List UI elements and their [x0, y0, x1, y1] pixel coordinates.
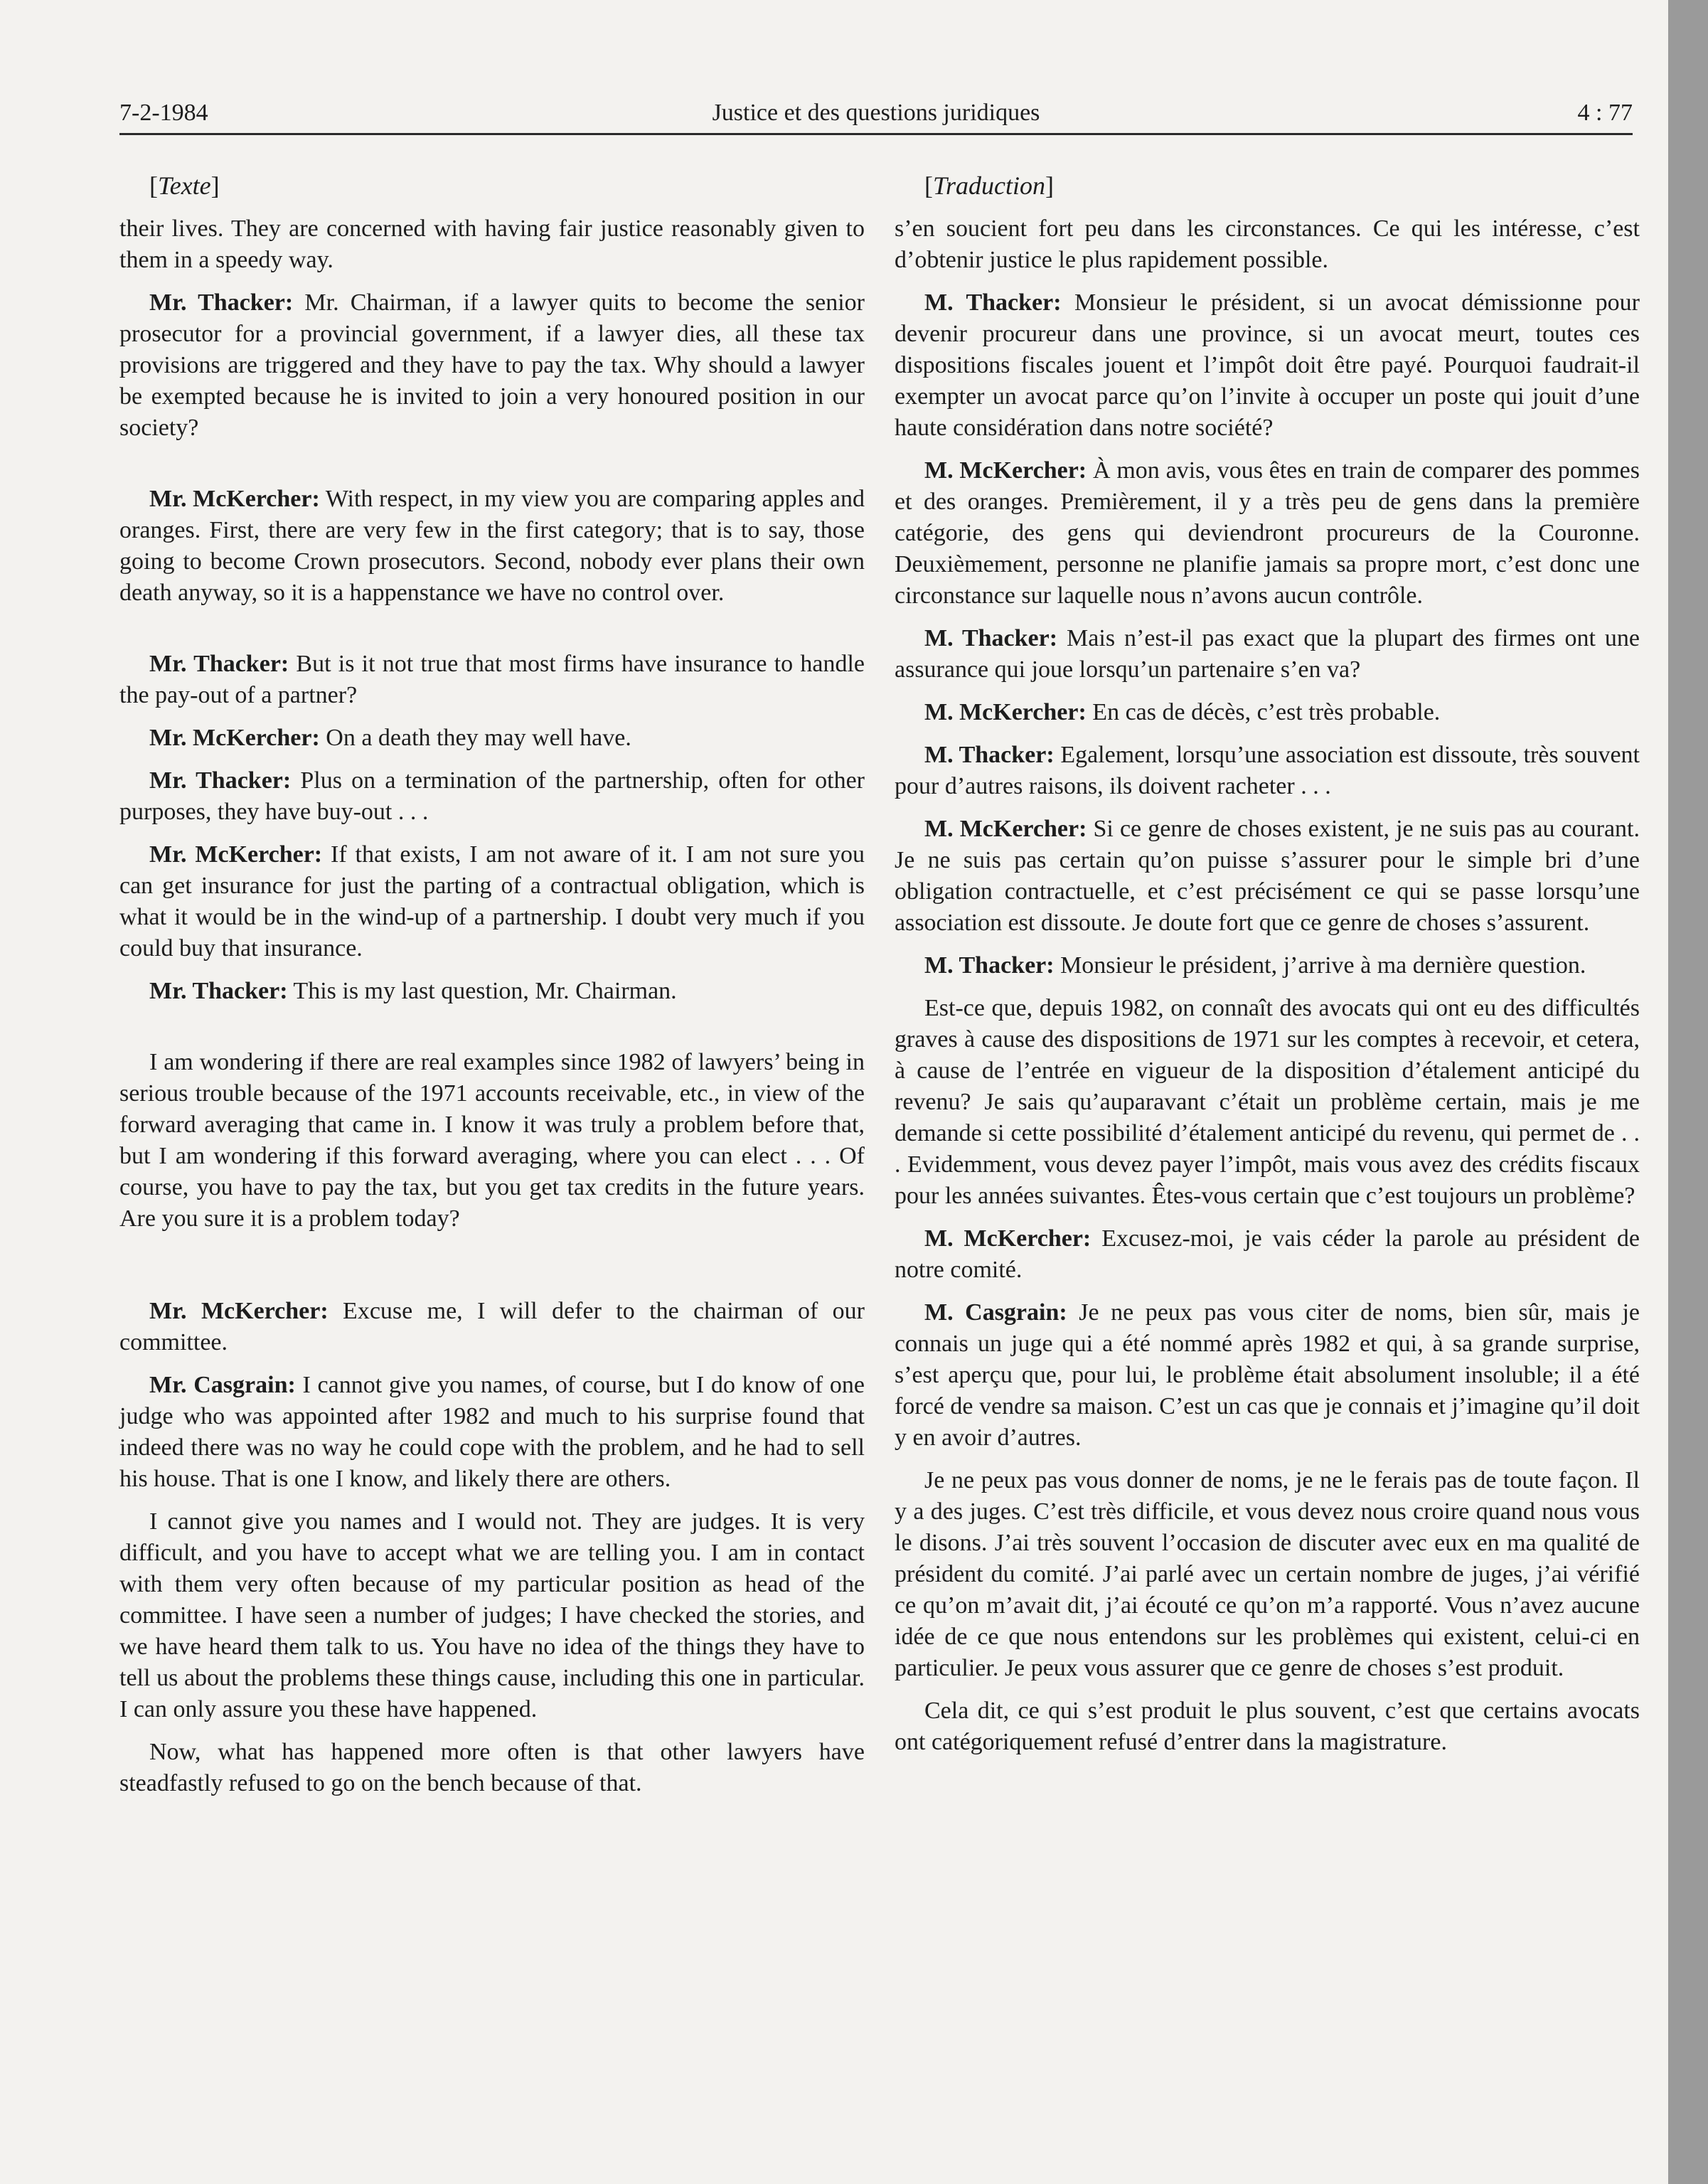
paragraph: [119, 649, 865, 711]
paragraph-text: This is my last question, Mr. Chairman.: [287, 978, 677, 1004]
paragraph: [119, 976, 865, 1007]
paragraph: [895, 1695, 1640, 1758]
speaker-name: M. Thacker:: [924, 289, 1062, 316]
right-column-french: [895, 169, 1640, 1769]
speaker-name: M. McKercher:: [924, 457, 1087, 484]
paragraph: [119, 287, 865, 444]
paragraph-text: I am wondering if there are real examples since 1982 of lawyers’ being in serious trouble because of the 1971 accounts receivable, etc., in view of the forward averaging that came in. I know it was truly a problem before that, but I am wondering if this forward averaging, where you can elect . . . Of course, you have to pay the tax, but you get tax credits in the future years. Are you sure it is a problem today?: [119, 1049, 865, 1232]
paragraph-text: Est-ce que, depuis 1982, on connaît des avocats qui ont eu des difficultés graves à cause des dispositions de 1971 sur les comptes à recevoir, et cetera, à cause de l’entrée en vigueur de la disposition d’étalement anticipé du revenu? Je sais qu’auparavant c’était un problème certain, mais je me demande si cette possibilité d’étalement anticipé du revenu, qui permet de . . . Evidemment, vous devez payer l’impôt, mais vous avez des crédits fiscaux pour les années suivantes. Êtes-vous certain que c’est toujours un problème?: [895, 995, 1640, 1209]
speaker-name: Mr. Casgrain:: [149, 1372, 296, 1398]
paragraph-text: Now, what has happened more often is that other lawyers have steadfastly refused to go on the bench because of that.: [119, 1739, 865, 1796]
speaker-name: Mr. Thacker:: [149, 651, 289, 677]
paragraph: [895, 950, 1640, 981]
paragraph-text: Monsieur le président, j’arrive à ma dernière question.: [1054, 952, 1586, 979]
section-tag-traduction: [Traduction]: [924, 171, 1055, 200]
paragraph: [119, 839, 865, 964]
paragraph: [119, 1047, 865, 1235]
header-page-number: 4 : 77: [1577, 100, 1633, 126]
speaker-name: Mr. McKercher:: [149, 486, 320, 512]
speaker-name: Mr. McKercher:: [149, 725, 320, 751]
speaker-name: M. McKercher:: [924, 699, 1087, 725]
paragraph-text: But is it not true that most firms have insurance to handle the pay-out of a partner?: [119, 651, 865, 708]
paragraph: [895, 697, 1640, 728]
paragraph: [119, 1737, 865, 1799]
page-header: [119, 94, 1633, 132]
header-rule: [119, 133, 1633, 135]
paragraph: [895, 1465, 1640, 1684]
speaker-name: M. Thacker:: [924, 625, 1058, 651]
speaker-name: M. McKercher:: [924, 816, 1087, 842]
paragraph: [895, 1297, 1640, 1454]
paragraph-text: I cannot give you names and I would not. They are judges. It is very difficult, and you have to accept what we are telling you. I am in contact with them very often because of my particular position as head of the committee. I have seen a number of judges; I have checked the stories, and we have heard them talk to us. You have no idea of the things they have to tell us about the problems these things cause, including this one in particular. I can only assure you these have happened.: [119, 1508, 865, 1722]
paragraph-text: Cela dit, ce qui s’est produit le plus souvent, c’est que certains avocats ont catégoriquement refusé d’entrer dans la magistrature.: [895, 1698, 1640, 1755]
paragraph-text: Monsieur le président, si un avocat démissionne pour devenir procureur dans une province, si un avocat meurt, toutes ces dispositions fiscales jouent et l’impôt doit être payé. Pourquoi faudrait-il exempter un avocat parce qu’on l’invite à occuper un poste qui jouit d’une haute considération dans notre société?: [895, 289, 1640, 441]
paragraph: [119, 765, 865, 828]
paragraph-text: s’en soucient fort peu dans les circonstances. Ce qui les intéresse, c’est d’obtenir justice le plus rapidement possible.: [895, 215, 1640, 273]
section-tag-texte: [Texte]: [149, 171, 220, 200]
paragraph: [895, 623, 1640, 686]
speaker-name: M. Thacker:: [924, 952, 1055, 979]
speaker-name: Mr. Thacker:: [149, 289, 294, 316]
header-title: Justice et des questions juridiques: [712, 100, 1040, 126]
paragraph: [895, 740, 1640, 802]
paragraph-text: Egalement, lorsqu’une association est dissoute, très souvent pour d’autres raisons, ils doivent racheter . . .: [895, 742, 1640, 799]
header-date: 7-2-1984: [119, 100, 208, 126]
paragraph-text: On a death they may well have.: [319, 725, 631, 751]
paragraph-text: Mr. Chairman, if a lawyer quits to become the senior prosecutor for a provincial government, if a lawyer dies, all these tax provisions are triggered and they have to pay the tax. Why should a lawyer be exempted because he is invited to join a very honoured position in our society?: [119, 289, 865, 441]
speaker-name: M. Casgrain:: [924, 1299, 1067, 1326]
left-column-english: [119, 169, 865, 1811]
paragraph-text: En cas de décès, c’est très probable.: [1086, 699, 1441, 725]
paragraph-text: Je ne peux pas vous donner de noms, je ne le ferais pas de toute façon. Il y a des juges. C’est très difficile, et vous devez nous croire quand nous vous le disons. J’ai très souvent l’occasion de discuter avec eux en ma qualité de président du comité. J’ai parlé avec un certain nombre de juges, j’ai vérifié ce qu’on m’avait dit, j’ai écouté ce qu’on m’a rapporté. Vous n’avez aucune idée de ce que nous entendons sur les problèmes qui existent, celui-ci en particulier. Je peux vous assurer que ce genre de choses s’est produit.: [895, 1467, 1640, 1681]
paragraph-text: If that exists, I am not aware of it. I am not sure you can get insurance for just the parting of a contractual obligation, which is what it would be in the wind-up of a partnership. I doubt very much if you could buy that insurance.: [119, 841, 865, 962]
paragraph: [119, 723, 865, 754]
paragraph-text: Excuse me, I will defer to the chairman of our committee.: [119, 1298, 865, 1355]
section-tag-label: Traduction: [933, 171, 1046, 200]
paragraph: [895, 1223, 1640, 1286]
paragraph: [895, 814, 1640, 939]
paragraph: [119, 213, 865, 276]
paragraph: [119, 1370, 865, 1495]
paragraph: [895, 455, 1640, 612]
paragraph-text: Plus on a termination of the partnership, often for other purposes, they have buy-out . . .: [119, 767, 865, 825]
paragraph-text: their lives. They are concerned with having fair justice reasonably given to them in a speedy way.: [119, 215, 865, 273]
speaker-name: M. Thacker:: [924, 742, 1055, 768]
page-edge-shadow: [1668, 0, 1708, 2184]
paragraph-text: Mais n’est-il pas exact que la plupart des firmes ont une assurance qui joue lorsqu’un partenaire s’en va?: [895, 625, 1640, 683]
paragraph: [119, 484, 865, 609]
paragraph-text: Excusez-moi, je vais céder la parole au président de notre comité.: [895, 1225, 1640, 1283]
speaker-name: Mr. Thacker:: [149, 767, 292, 794]
paragraph: [119, 1296, 865, 1358]
paragraph: [895, 287, 1640, 444]
paragraph-text: À mon avis, vous êtes en train de comparer des pommes et des oranges. Premièrement, il y a très peu de gens dans la première catégorie, des gens qui deviendront procureurs de la Couronne. Deuxièmement, personne ne planifie jamais sa propre mort, c’est donc une circonstance sur laquelle nous n’avons aucun contrôle.: [895, 457, 1640, 609]
paragraph-text: I cannot give you names, of course, but I do know of one judge who was appointed after 1982 and much to his surprise found that indeed there was no way he could cope with the problem, and he had to sell his house. That is one I know, and likely there are others.: [119, 1372, 865, 1492]
paragraph-text: With respect, in my view you are comparing apples and oranges. First, there are very few in the first category; that is to say, those going to become Crown prosecutors. Second, nobody ever plans their own death anyway, so it is a happenstance we have no control over.: [119, 486, 865, 606]
paragraph: [119, 1506, 865, 1725]
speaker-name: Mr. McKercher:: [149, 1298, 329, 1324]
speaker-name: Mr. McKercher:: [149, 841, 323, 868]
speaker-name: Mr. Thacker:: [149, 978, 288, 1004]
section-tag-label: Texte: [158, 171, 211, 200]
paragraph-text: Si ce genre de choses existent, je ne suis pas au courant. Je ne suis pas certain qu’on puisse s’assurer pour le simple bri d’une obligation contractuelle, et c’est précisément ce qui se passe lorsqu’une association est dissoute. Je doute fort que ce genre de choses s’assurent.: [895, 816, 1640, 936]
paragraph: [895, 993, 1640, 1212]
paragraph-text: Je ne peux pas vous citer de noms, bien sûr, mais je connais un juge qui a été nommé après 1982 et qui, à sa grande surprise, s’est aperçu que, pour lui, le problème était absolument insoluble; il a été forcé de vendre sa maison. C’est un cas que je connais et j’imagine qu’il doit y en avoir d’autres.: [895, 1299, 1640, 1451]
paragraph: [895, 213, 1640, 276]
speaker-name: M. McKercher:: [924, 1225, 1091, 1252]
